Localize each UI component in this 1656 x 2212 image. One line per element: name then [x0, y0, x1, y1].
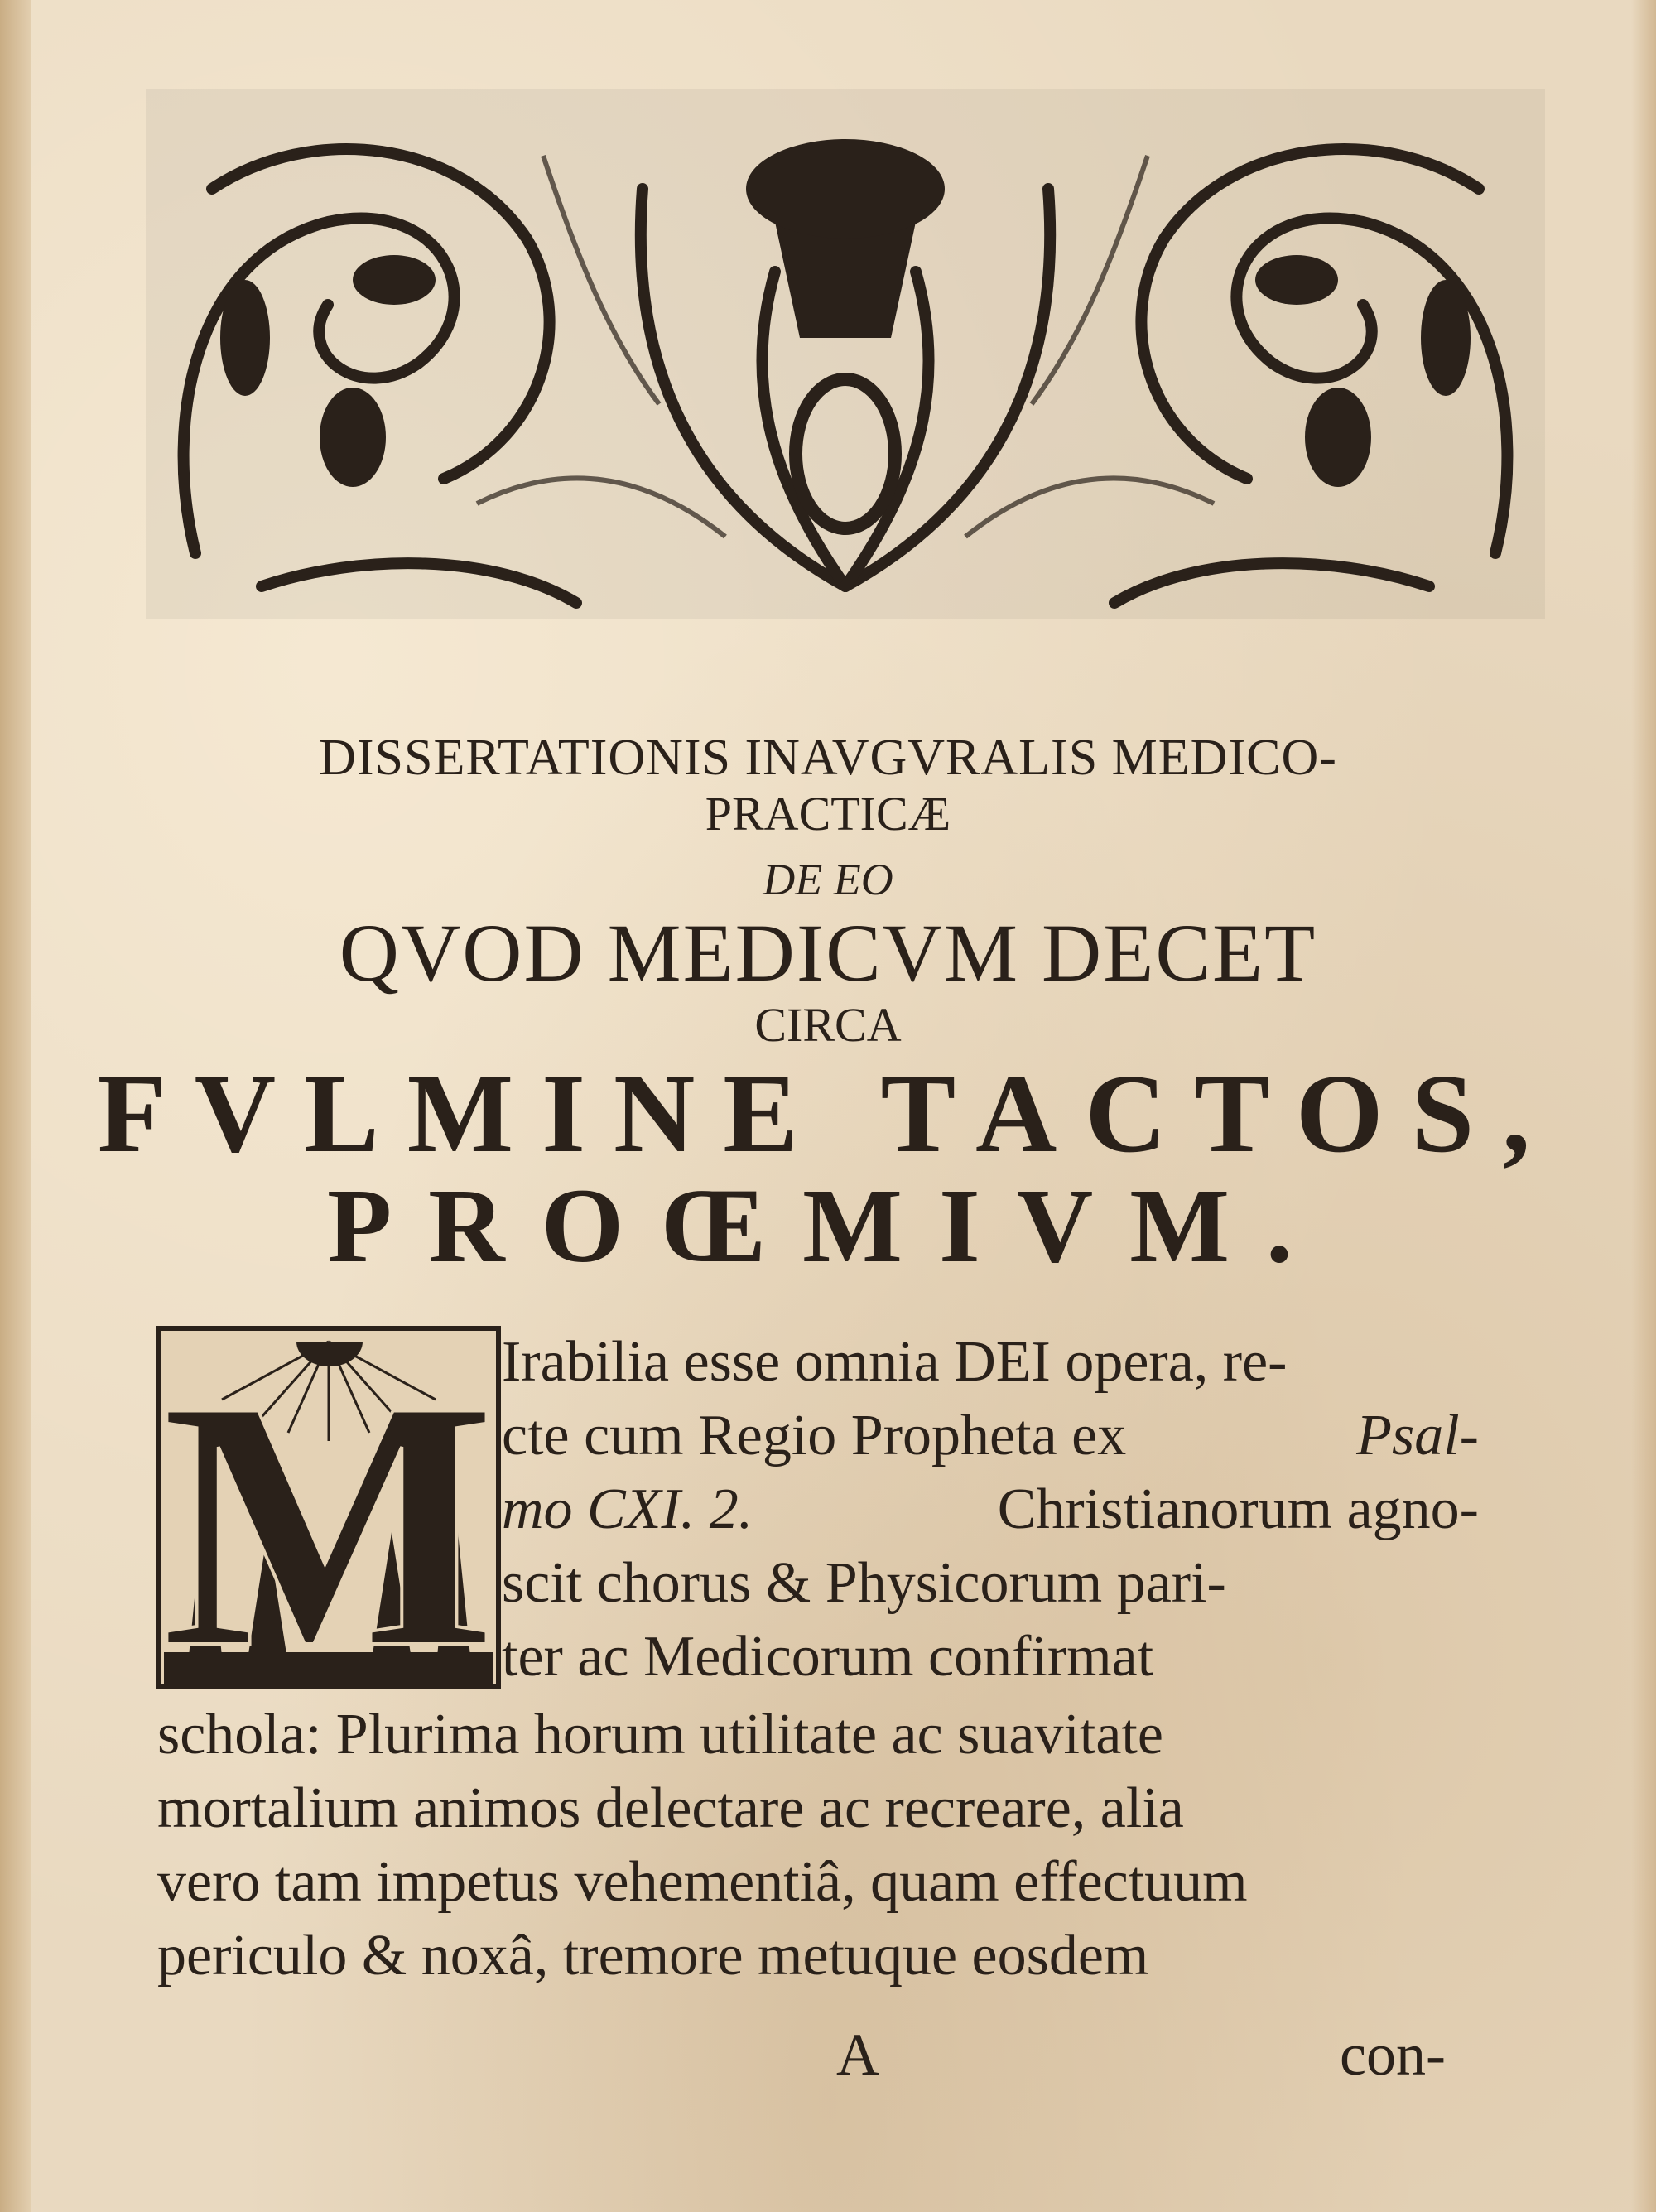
- text-line: scit chorus & Physicorum pari-: [502, 1551, 1226, 1615]
- heading-line-5: CIRCA: [754, 998, 902, 1052]
- text-line: schola: Plurima horum utilitate ac suavitate: [157, 1703, 1163, 1766]
- signature-mark: A: [836, 2022, 879, 2088]
- text-line: cte cum Regio Propheta ex Psal-: [502, 1404, 1479, 1467]
- heading-line-2: PRACTICÆ: [705, 787, 951, 841]
- decorated-initial: [156, 1325, 502, 1689]
- catchword: con-: [1340, 2022, 1446, 2088]
- indented-paragraph: [502, 1325, 1479, 1694]
- section-title: PROŒMIVM.: [326, 1167, 1330, 1284]
- text-line: ter ac Medicorum confirmat: [502, 1625, 1154, 1689]
- text-line: periculo & noxâ, tremore metuque eosdem: [157, 1924, 1149, 1988]
- main-title: FVLMINE TACTOS,: [97, 1052, 1559, 1176]
- ornamental-headpiece: [146, 89, 1545, 619]
- text-line: mo CXI. 2. Christianorum agno-: [502, 1477, 1479, 1541]
- heading-line-4: QVOD MEDICVM DECET: [339, 907, 1317, 999]
- text-line: Irabilia esse omnia DEI opera, re-: [502, 1330, 1288, 1394]
- initial-letter: M: [161, 1328, 497, 1689]
- heading-line-1: DISSERTATIONIS INAVGVRALIS MEDICO-: [319, 730, 1337, 786]
- heading-line-3: DE EO: [763, 855, 893, 904]
- text-line: vero tam impetus vehementiâ, quam effectuum: [157, 1850, 1248, 1914]
- text-line: mortalium animos delectare ac recreare, alia: [157, 1776, 1184, 1840]
